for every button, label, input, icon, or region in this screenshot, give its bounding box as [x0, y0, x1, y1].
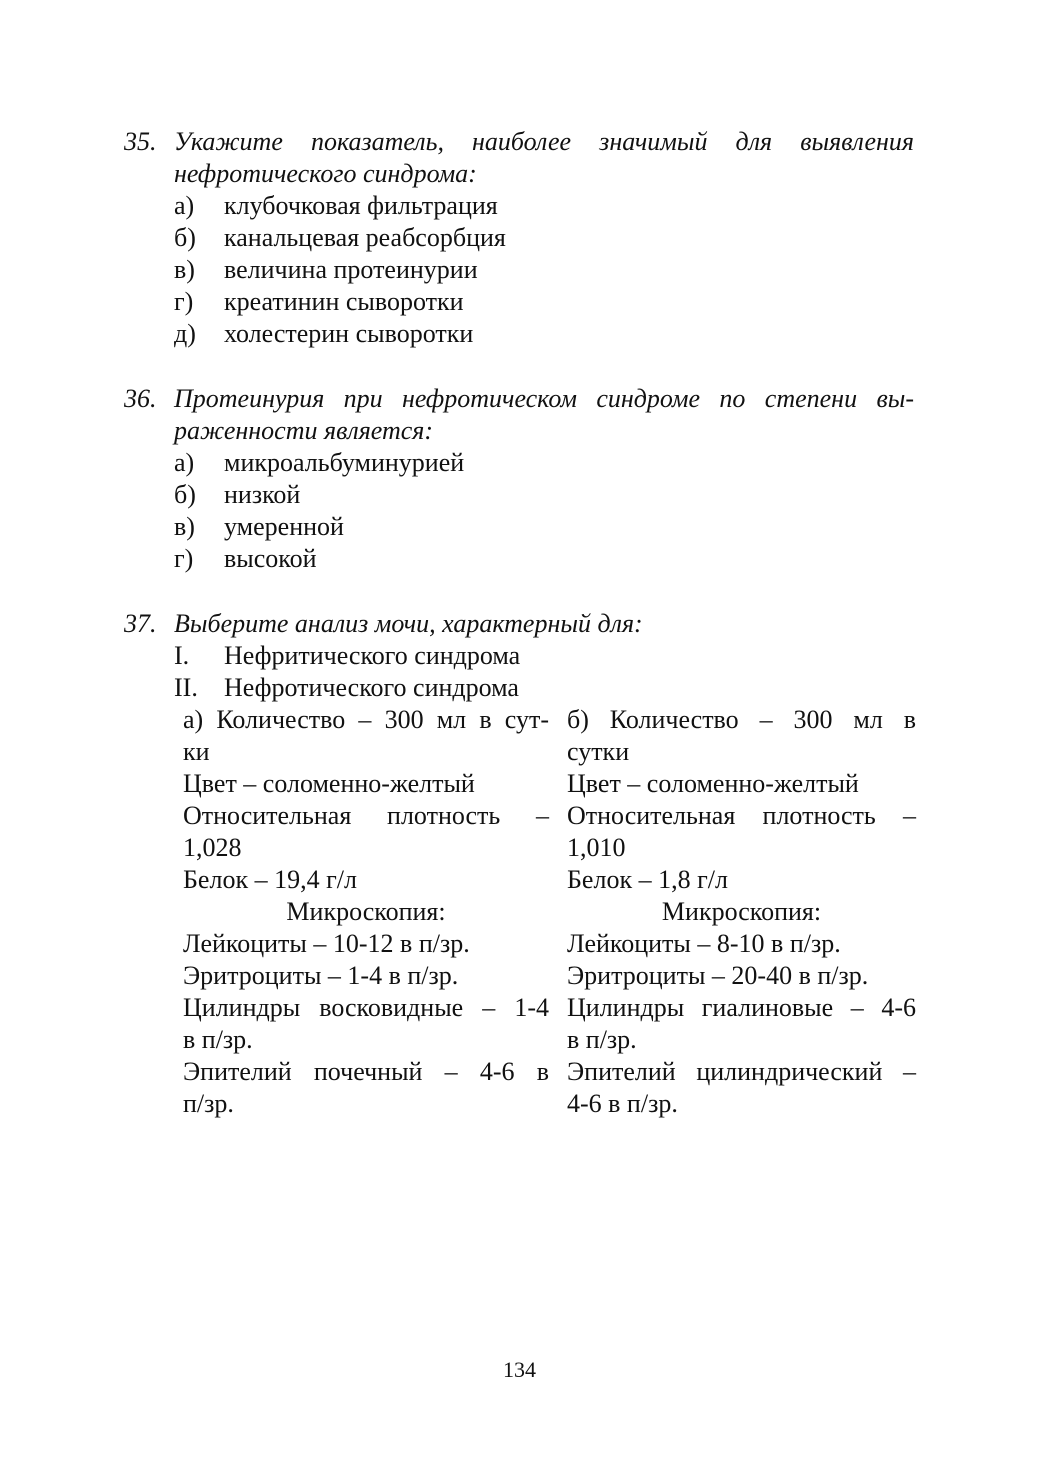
column-row: 1,028	[183, 833, 242, 862]
column-row: а) Количество – 300 мл в сут-	[183, 705, 549, 734]
option-letter: г)	[174, 544, 194, 573]
column-row: Относительная плотность –	[567, 801, 916, 830]
column-row: п/зр.	[183, 1089, 234, 1118]
option-letter: г)	[174, 287, 194, 316]
option-text: Нефритического синдрома	[224, 641, 521, 670]
column-row: б) Количество – 300 мл в	[567, 705, 916, 734]
question-number: 35.	[124, 127, 157, 156]
column-row: Лейкоциты – 8-10 в п/зр.	[567, 929, 841, 958]
question-text-line: Выберите анализ мочи, характерный для:	[174, 609, 643, 638]
question-text-line: Укажите показатель, наиболее значимый для выявления	[174, 127, 914, 156]
column-row: Цвет – соломенно-желтый	[567, 769, 859, 798]
option-text: умеренной	[224, 512, 344, 541]
option-text: холестерин сыворотки	[224, 319, 474, 348]
column-row: Цилиндры гиалиновые – 4-6	[567, 993, 916, 1022]
option-letter: в)	[174, 255, 195, 284]
question-number: 36.	[124, 384, 157, 413]
urinalysis-column-b	[567, 704, 916, 1120]
column-row: Эпителий цилиндрический –	[567, 1057, 916, 1086]
option-text: канальцевая реабсорбция	[224, 223, 506, 252]
option-text: креатинин сыворотки	[224, 287, 464, 316]
option-text: Нефротического синдрома	[224, 673, 519, 702]
column-row: 4-6 в п/зр.	[567, 1089, 678, 1118]
option-letter: б)	[174, 480, 196, 509]
column-row: Эритроциты – 1-4 в п/зр.	[183, 961, 459, 990]
option-text: клубочковая фильтрация	[224, 191, 498, 220]
column-row: Цвет – соломенно-желтый	[183, 769, 475, 798]
column-row: Эритроциты – 20-40 в п/зр.	[567, 961, 869, 990]
option-text: микроальбуминурией	[224, 448, 465, 477]
option-letter: а)	[174, 448, 195, 477]
option-text: высокой	[224, 544, 317, 573]
column-row: в п/зр.	[183, 1025, 253, 1054]
urinalysis-column-a	[183, 704, 549, 1120]
option-text: низкой	[224, 480, 301, 509]
column-row: Лейкоциты – 10-12 в п/зр.	[183, 929, 470, 958]
question-text-line: раженности является:	[174, 416, 434, 445]
column-row: 1,010	[567, 833, 626, 862]
option-letter: а)	[174, 191, 195, 220]
option-letter: I.	[174, 641, 190, 670]
column-row: ки	[183, 737, 210, 766]
question-text-line: нефротического синдрома:	[174, 159, 477, 188]
column-row: Эпителий почечный – 4-6 в	[183, 1057, 549, 1086]
column-subheading: Микроскопия:	[286, 897, 446, 926]
column-row: сутки	[567, 737, 630, 766]
column-subheading: Микроскопия:	[661, 897, 822, 926]
page-number: 134	[503, 1357, 536, 1382]
option-letter: II.	[174, 673, 198, 702]
column-row: в п/зр.	[567, 1025, 637, 1054]
question-text-line: Протеинурия при нефротическом синдроме по степени вы-	[174, 384, 914, 413]
column-row: Относительная плотность –	[183, 801, 549, 830]
option-text: величина протеинурии	[224, 255, 478, 284]
column-row: Цилиндры восковидные – 1-4	[183, 993, 549, 1022]
column-row: Белок – 19,4 г/л	[183, 865, 357, 894]
option-letter: д)	[174, 319, 196, 348]
option-letter: б)	[174, 223, 196, 252]
column-row: Белок – 1,8 г/л	[567, 865, 728, 894]
question-number: 37.	[124, 609, 157, 638]
option-letter: в)	[174, 512, 195, 541]
